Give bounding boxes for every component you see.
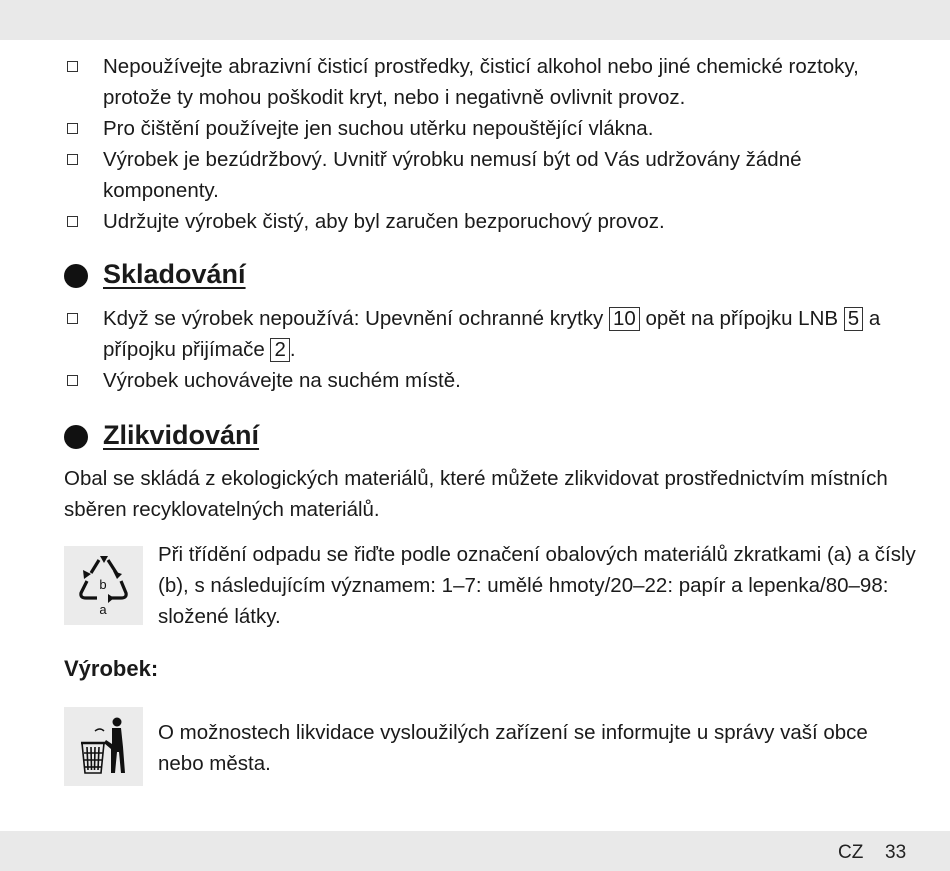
list-item-text: Udržujte výrobek čistý, aby byl zaručen bezporuchový provoz. [103,210,665,233]
list-item [64,365,924,396]
top-band [0,0,950,40]
bullet-dot-icon [64,264,88,288]
checkbox-square-icon [67,375,78,386]
checkbox-square-icon [67,123,78,134]
page-number: 33 [885,842,907,863]
list-item-text: Výrobek je bezúdržbový. Uvnitř výrobku nemusí být od Vás udržovány žádné komponenty. [103,148,802,202]
list-item [64,303,924,365]
list-item [64,51,924,113]
recycling-icon [64,546,143,625]
recycling-label-a: a [99,602,107,617]
product-disposal-text: O možnostech likvidace vysloužilých zařízení se informujte u správy vaší obce nebo města. [158,721,868,775]
list-item-text: Výrobek uchovávejte na suchém místě. [103,369,461,392]
section-title: Skladování [103,259,246,289]
text-fragment: Když se výrobek nepoužívá: Upevnění ochranné krytky [103,307,609,330]
text-fragment: opět na přípojku LNB [639,307,844,330]
list-item [64,144,924,206]
text-fragment: a přípojku přijímače [103,307,881,361]
text-fragment: . [289,338,296,361]
recycling-label-b: b [99,577,107,592]
recycling-text: Při třídění odpadu se řiďte podle označení obalových materiálů zkratkami (a) a čísly (b), s následujícím významem: 1–7: umělé hmoty/20–22: papír a lepenka/80–98: složené látky. [158,543,916,628]
disposal-intro: Obal se skládá z ekologických materiálů, které můžete zlikvidovat prostřednictvím místních sběren recyklovatelných materiálů. [64,467,888,521]
part-reference: 5 [844,307,863,331]
section-title: Zlikvidování [103,420,260,450]
list-item-text: Nepoužívejte abrazivní čisticí prostředky, čisticí alkohol nebo jiné chemické roztoky, protože ty mohou poškodit kryt, nebo i negativně ovlivnit provoz. [103,55,859,109]
footer-band [0,831,950,871]
part-reference: 2 [270,338,289,362]
trash-icon-box [64,707,143,786]
checkbox-square-icon [67,313,78,324]
list-item [64,113,924,144]
cleaning-list [64,51,924,237]
trash-disposal-icon [64,707,143,786]
checkbox-square-icon [67,154,78,165]
list-item-text: Pro čištění používejte jen suchou utěrku nepouštějící vlákna. [103,117,654,140]
checkbox-square-icon [67,61,78,72]
recycling-icon-box [64,546,143,625]
bullet-dot-icon [64,425,88,449]
language-code: CZ [838,842,864,863]
part-reference: 10 [609,307,640,331]
storage-list [64,303,924,396]
checkbox-square-icon [67,216,78,227]
list-item [64,206,924,237]
product-heading: Výrobek: [64,656,159,681]
